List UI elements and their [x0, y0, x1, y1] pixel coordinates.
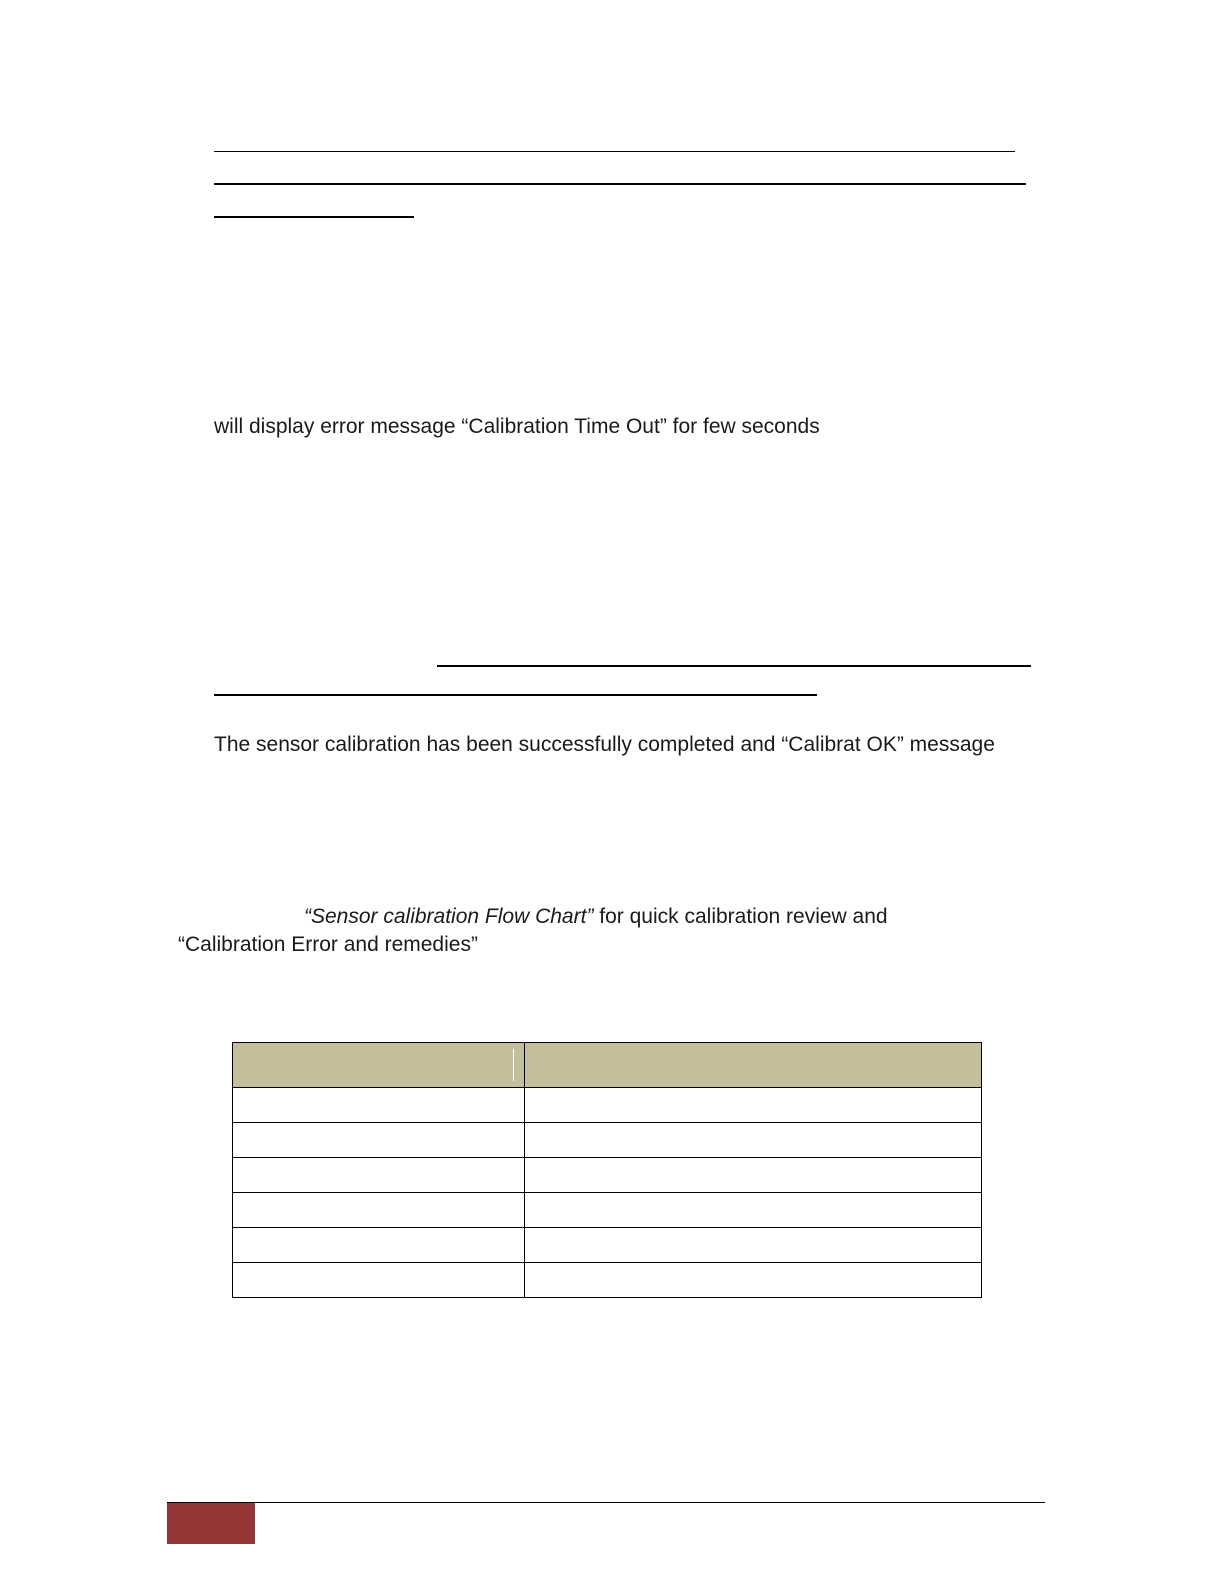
table-row [233, 1228, 982, 1263]
error-remedies-reference: “Calibration Error and remedies” [178, 933, 478, 956]
flowchart-reference: “Sensor calibration Flow Chart” [304, 905, 594, 928]
table-cell [525, 1193, 982, 1228]
table-cell [233, 1123, 525, 1158]
table-header-cell [233, 1043, 525, 1088]
underline-3 [214, 216, 414, 218]
underline-4 [437, 665, 1031, 667]
underline-5 [214, 694, 817, 696]
table-cell [525, 1263, 982, 1298]
table-cell [233, 1263, 525, 1298]
calibration-error-table [232, 1042, 982, 1298]
table-row [233, 1123, 982, 1158]
flowchart-reference-rest: for quick calibration review and [593, 905, 888, 928]
underline-2 [214, 183, 1026, 185]
footer-accent-block [167, 1503, 255, 1544]
table-cell [525, 1228, 982, 1263]
table-cell [233, 1193, 525, 1228]
table-row [233, 1158, 982, 1193]
timeout-message-text: will display error message “Calibration Time Out” for few seconds [214, 415, 820, 438]
table-header-row [233, 1043, 982, 1088]
table-row [233, 1193, 982, 1228]
table-header-cell [525, 1043, 982, 1088]
table-cell [233, 1088, 525, 1123]
footer-rule [167, 1502, 1045, 1503]
table-cell [233, 1228, 525, 1263]
table-row [233, 1263, 982, 1298]
table-cell [525, 1088, 982, 1123]
table-cell [525, 1123, 982, 1158]
flowchart-reference-line [304, 903, 888, 931]
underline-1 [214, 151, 1015, 152]
table-cell [525, 1158, 982, 1193]
table-cell [233, 1158, 525, 1193]
success-message-text: The sensor calibration has been successfully completed and “Calibrat OK” message [214, 733, 995, 756]
table-row [233, 1088, 982, 1123]
